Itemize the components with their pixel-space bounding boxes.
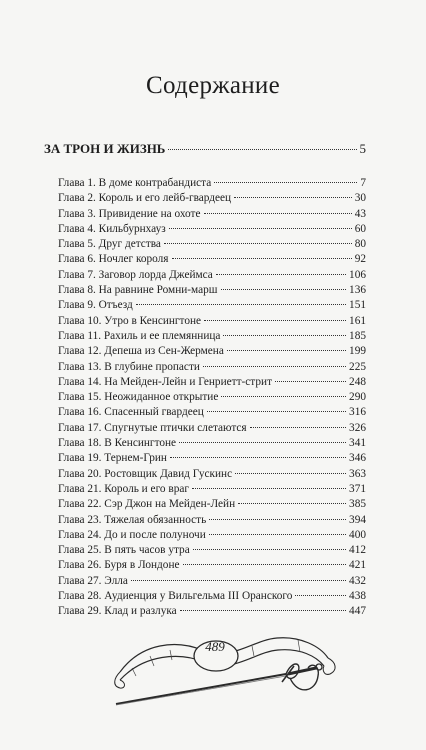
chapter-page-number: 385 [349,498,366,511]
chapter-title: Глава 8. На равнине Ромни-марш [58,284,218,297]
page-number: 489 [205,639,225,654]
chapter-page-number: 60 [354,222,366,235]
toc-entry [58,589,366,604]
chapter-page-number: 290 [349,391,366,404]
dot-leader [214,182,357,183]
dot-leader [221,289,347,290]
chapter-title: Глава 28. Аудиенция у Вильгельма III Оранского [58,590,293,603]
toc-entry [58,375,366,390]
chapter-title: Глава 27. Элла [58,574,128,587]
chapter-page-number: 80 [354,238,366,251]
chapter-title: Глава 1. В доме контрабандиста [58,177,212,189]
chapter-title: Глава 26. Буря в Лондоне [58,559,180,572]
chapter-title: Глава 5. Друг детства [58,238,161,251]
chapter-page-number: 447 [349,605,366,618]
dot-leader [295,595,346,596]
chapter-page-number: 421 [349,559,366,572]
chapter-page-number: 30 [354,192,366,205]
dot-leader [250,427,346,428]
toc-entry [58,191,366,206]
dot-leader [179,442,346,443]
toc-entry [58,513,366,528]
chapter-page-number: 363 [349,467,366,480]
chapter-page-number: 341 [349,437,366,450]
chapter-page-number: 136 [349,284,366,297]
chapter-title: Глава 4. Кильбурнхауз [58,222,166,235]
chapter-page-number: 7 [360,177,366,189]
part-page-number: 5 [359,141,366,156]
toc-entry [58,574,366,589]
chapter-page-number: 316 [349,406,366,419]
chapter-page-number: 346 [349,452,366,465]
chapter-page-number: 438 [349,590,366,603]
chapter-page-number: 412 [349,544,366,557]
toc-entry [58,360,366,375]
chapter-page-number: 185 [349,329,366,342]
toc-entry [58,207,366,222]
toc-entry [58,252,366,267]
chapter-page-number: 43 [354,207,366,220]
dot-leader [192,488,346,489]
dot-leader [223,335,346,336]
part-title: ЗА ТРОН И ЖИЗНЬ [44,141,166,156]
dot-leader [193,549,346,550]
toc-entry [58,436,366,451]
dot-leader [221,396,346,397]
dot-leader [227,350,346,351]
dot-leader [207,411,346,412]
chapter-title: Глава 2. Король и его лейб-гвардеец [58,192,232,205]
toc-entry [58,467,366,482]
toc-entry [58,298,366,313]
toc-entry [58,421,366,436]
toc-entry [58,329,366,344]
chapter-title: Глава 15. Неожиданное открытие [58,391,219,404]
chapter-title: Глава 14. На Мейден-Лейн и Генриетт-стрит [58,375,273,388]
dot-leader [136,304,346,305]
chapter-page-number: 394 [349,513,366,526]
dot-leader [170,457,346,458]
dot-leader [172,258,352,259]
chapter-title: Глава 10. Утро в Кенсингтоне [58,314,202,327]
chapter-page-number: 225 [349,360,366,373]
dot-leader [131,580,346,581]
chapter-title: Глава 20. Ростовщик Давид Гускинс [58,467,233,480]
chapter-title: Глава 21. Король и его враг [58,482,190,495]
chapter-title: Глава 23. Тяжелая обязанность [58,513,207,526]
toc-entry [58,344,366,359]
chapter-page-number: 151 [349,299,366,312]
toc-entry [58,283,366,298]
chapter-title: Глава 22. Сэр Джон на Мейден-Лейн [58,498,236,511]
chapter-page-number: 432 [349,574,366,587]
chapter-title: Глава 16. Спасенный гвардеец [58,406,204,419]
chapter-page-number: 400 [349,528,366,541]
chapter-title: Глава 6. Ночлег короля [58,253,169,266]
chapter-title: Глава 13. В глубине пропасти [58,360,200,373]
toc-entry [58,268,366,283]
dot-leader [164,243,352,244]
toc-entry [58,237,366,252]
part-heading-entry [44,141,366,157]
toc-entry [58,528,366,543]
dot-leader [238,503,346,504]
chapter-title: Глава 12. Депеша из Сен-Жермена [58,345,224,358]
dot-leader [209,519,346,520]
chapter-title: Глава 24. До и после полуночи [58,528,206,541]
toc-entry [58,558,366,573]
chapter-title: Глава 17. Спугнутые птички слетаются [58,421,247,434]
chapter-title: Глава 19. Тернем-Грин [58,452,167,465]
toc-entry [58,390,366,405]
dot-leader [183,564,347,565]
dot-leader [275,381,346,382]
toc-entry [58,176,366,191]
toc-entry [58,222,366,237]
chapter-title: Глава 25. В пять часов утра [58,544,190,557]
chapter-page-number: 106 [349,268,366,281]
dot-leader [234,197,352,198]
chapter-page-number: 248 [349,375,366,388]
toc-entry [58,543,366,558]
toc-entry [58,482,366,497]
dot-leader [216,274,346,275]
sword-banner-icon [102,612,342,712]
page-title: Содержание [146,72,280,99]
chapter-title: Глава 3. Привидение на охоте [58,207,201,220]
dot-leader [209,534,346,535]
chapter-title: Глава 9. Отъезд [58,299,133,312]
dot-leader [169,228,352,229]
dot-leader [204,320,346,321]
chapter-title: Глава 29. Клад и разлука [58,605,177,618]
chapter-page-number: 161 [349,314,366,327]
chapter-title: Глава 11. Рахиль и ее племянница [58,329,221,342]
toc-entry [58,451,366,466]
dot-leader [168,149,356,150]
toc-entry [58,497,366,512]
chapter-page-number: 326 [349,421,366,434]
dot-leader [203,366,346,367]
chapter-title: Глава 18. В Кенсингтоне [58,437,177,450]
chapter-page-number: 371 [349,482,366,495]
toc-entry [58,314,366,329]
chapter-list [58,176,366,620]
chapter-page-number: 199 [349,345,366,358]
chapter-page-number: 92 [354,253,366,266]
dot-leader [235,473,346,474]
dot-leader [204,213,352,214]
chapter-title: Глава 7. Заговор лорда Джеймса [58,268,213,281]
toc-entry [58,405,366,420]
